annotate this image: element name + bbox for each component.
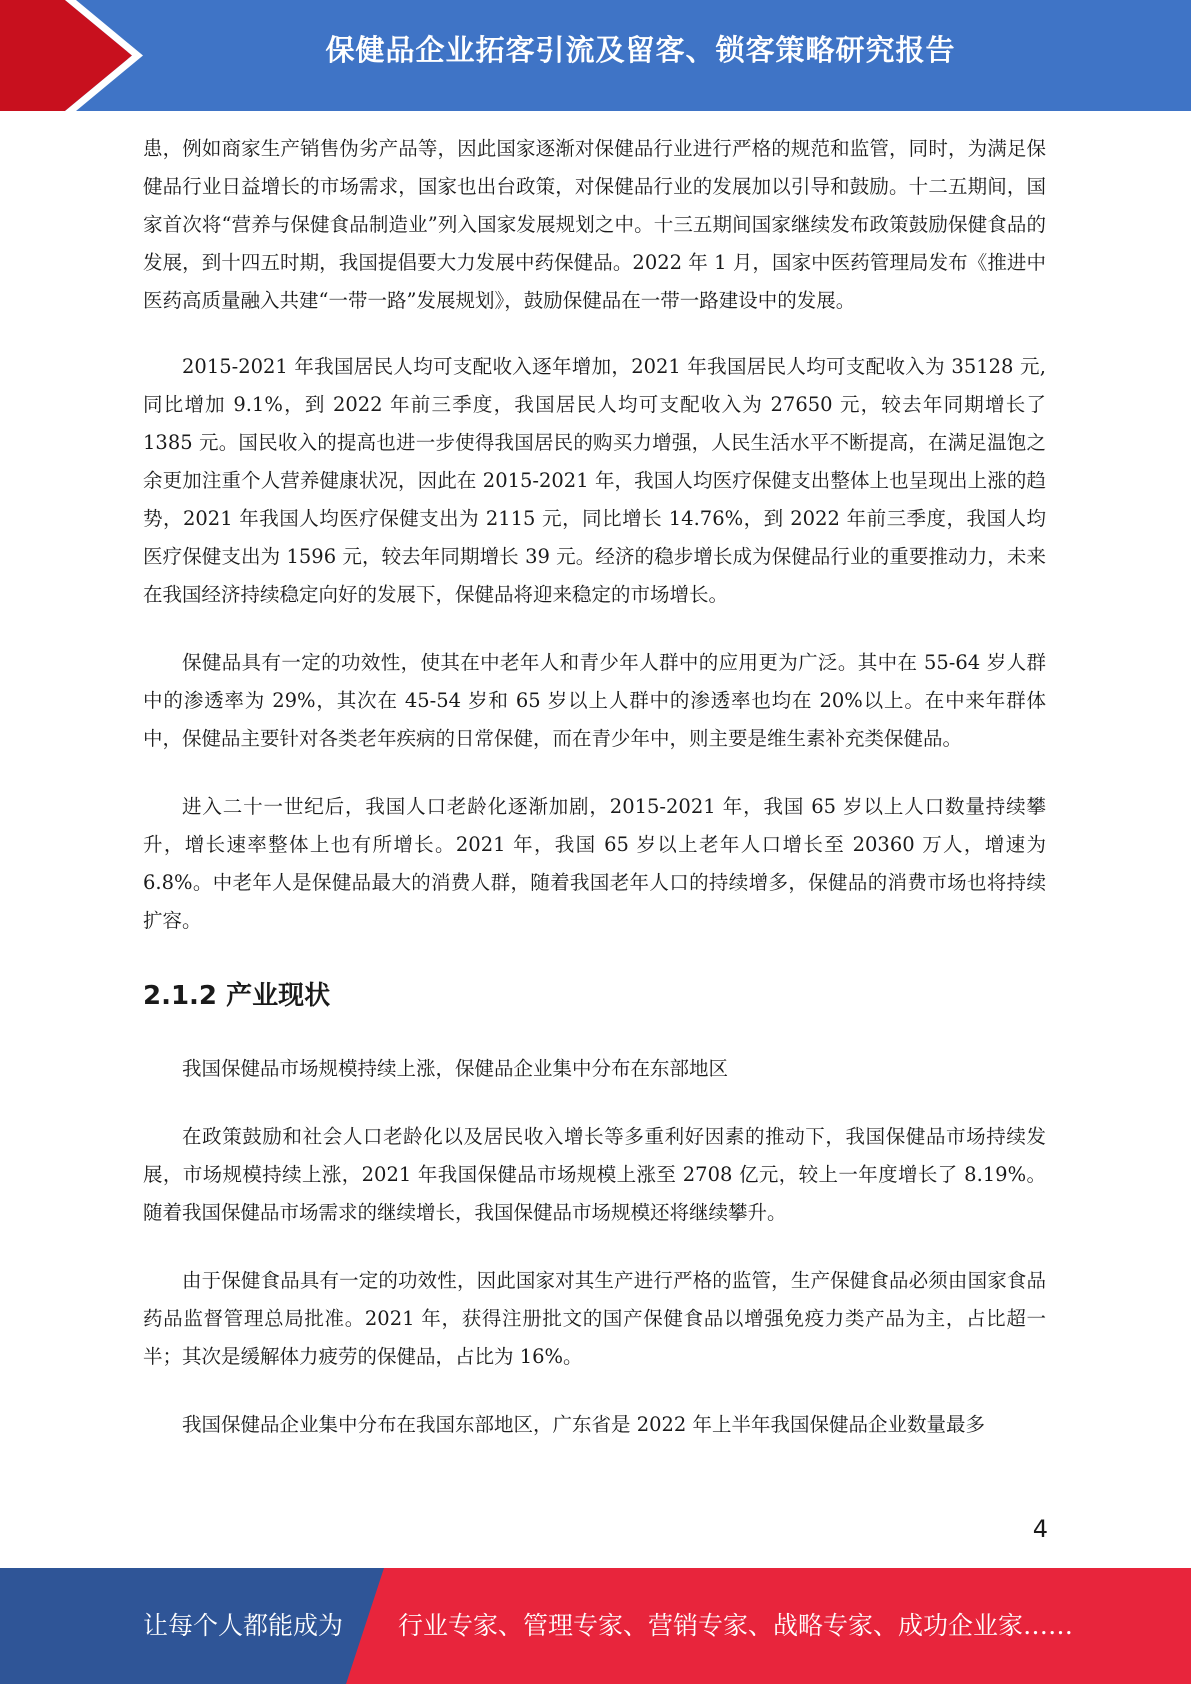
paragraph: 由于保健食品具有一定的功效性，因此国家对其生产进行严格的监管，生产保健食品必须由国家食品药品监督管理总局批准。2021 年，获得注册批文的国产保健食品以增强免疫力类产品为主，占比超一半；其次是缓解体力疲劳的保健品，占比为 16%。 [143, 1269, 1046, 1368]
paragraph: 进入二十一世纪后，我国人口老龄化逐渐加剧，2015-2021 年，我国 65 岁以上人口数量持续攀升，增长速率整体上也有所增长。2021 年，我国 65 岁以上老年人口增长至 20360 万人，增速为 6.8%。中老年人是保健品最大的消费人群，随着我国老年人口的持续增多，保健品的消费市场也将持续扩容。 [143, 795, 1046, 932]
page-footer [0, 1568, 1191, 1684]
paragraph: 2015-2021 年我国居民人均可支配收入逐年增加，2021 年我国居民人均可支配收入为 35128 元,同比增加 9.1%，到 2022 年前三季度，我国居民人均可支配收入为 27650 元，较去年同期增长了 1385 元。国民收入的提高也进一步使得我国居民的购买力增强，人民生活水平不断提高，在满足温饱之余更加注重个人营养健康状况，因此在 2015-2021 年，我国人均医疗保健支出整体上也呈现出上涨的趋势，2021 年我国人均医疗保健支出为 2115 元，同比增长 14.76%，到 2022 年前三季度，我国人均医疗保健支出为 1596 元，较去年同期增长 39 元。经济的稳步增长成为保健品行业的重要推动力，未来在我国经济持续稳定向好的发展下，保健品将迎来稳定的市场增长。 [143, 355, 1046, 606]
paragraph: 保健品具有一定的功效性，使其在中老年人和青少年人群中的应用更为广泛。其中在 55-64 岁人群中的渗透率为 29%，其次在 45-54 岁和 65 岁以上人群中的渗透率也均在 20%以上。在中来年群体中，保健品主要针对各类老年疾病的日常保健，而在青少年中，则主要是维生素补充类保健品。 [143, 651, 1046, 750]
paragraph: 我国保健品市场规模持续上涨，保健品企业集中分布在东部地区 [182, 1057, 729, 1080]
page-number: 4 [1032, 1515, 1048, 1543]
page-body [143, 130, 1046, 1444]
report-title: 保健品企业拓客引流及留客、锁客策略研究报告 [325, 33, 956, 67]
paragraph: 我国保健品企业集中分布在我国东部地区，广东省是 2022 年上半年我国保健品企业数量最多 [182, 1413, 986, 1436]
paragraph: 在政策鼓励和社会人口老龄化以及居民收入增长等多重利好因素的推动下，我国保健品市场持续发展，市场规模持续上涨，2021 年我国保健品市场规模上涨至 2708 亿元，较上一年度增长了 8.19%。随着我国保健品市场需求的继续增长，我国保健品市场规模还将继续攀升。 [143, 1125, 1046, 1224]
page-header [0, 0, 1191, 111]
header-arrow-decoration [0, 0, 150, 111]
footer-slogan-right: 行业专家、管理专家、营销专家、战略专家、成功企业家…… [398, 1611, 1074, 1640]
paragraph: 患，例如商家生产销售伪劣产品等，因此国家逐渐对保健品行业进行严格的规范和监管，同时，为满足保健品行业日益增长的市场需求，国家也出台政策，对保健品行业的发展加以引导和鼓励。十二五期间，国家首次将“营养与保健食品制造业”列入国家发展规划之中。十三五期间国家继续发布政策鼓励保健食品的发展，到十四五时期，我国提倡要大力发展中药保健品。2022 年 1 月，国家中医药管理局发布《推进中医药高质量融入共建“一带一路”发展规划》，鼓励保健品在一带一路建设中的发展。 [143, 137, 1046, 312]
footer-slogan-left: 让每个人都能成为 [143, 1611, 344, 1640]
section-heading: 2.1.2 产业现状 [143, 981, 331, 1011]
